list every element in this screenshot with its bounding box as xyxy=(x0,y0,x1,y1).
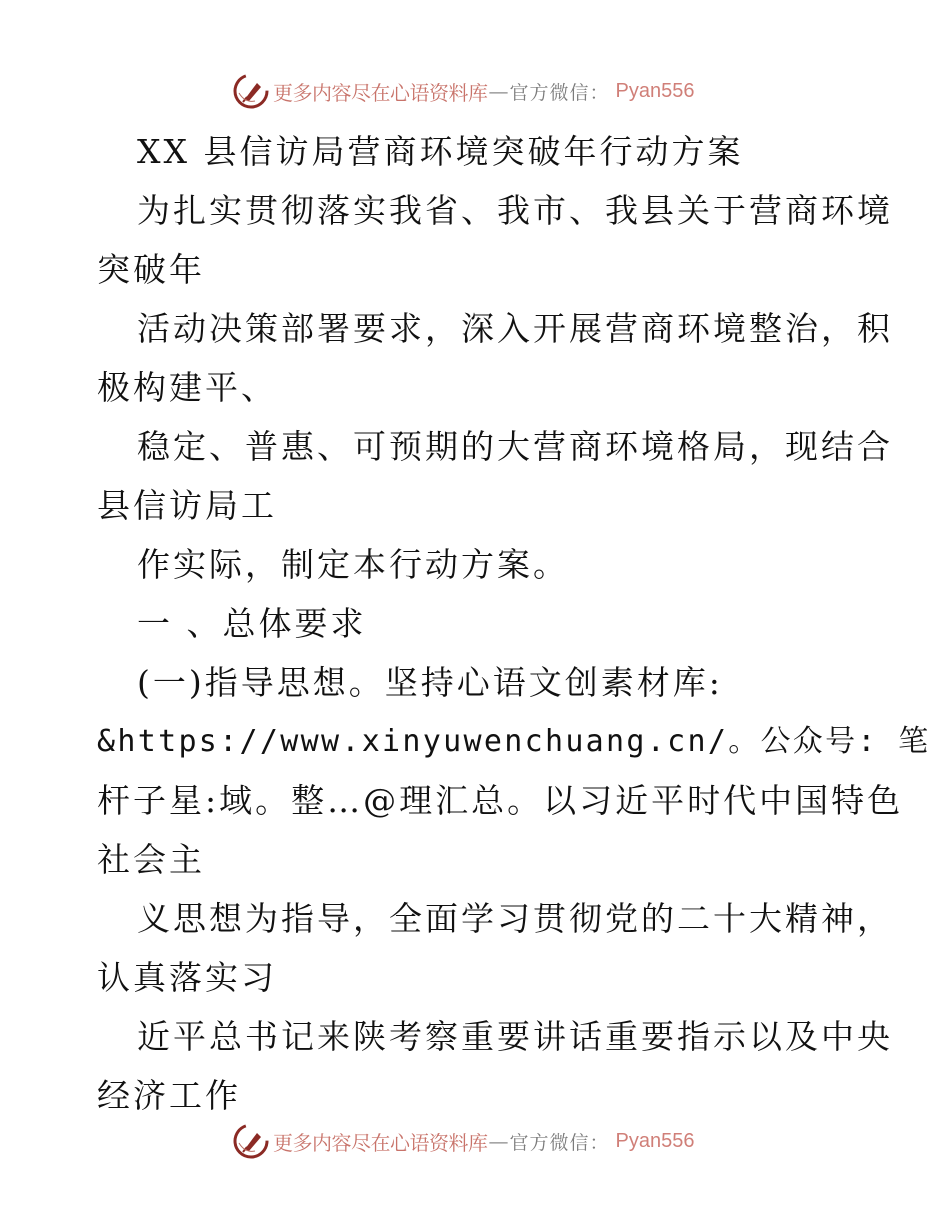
pen-nib-logo-icon xyxy=(233,1123,269,1159)
text-line: 经济工作 xyxy=(97,1076,241,1115)
text-line: 突破年 xyxy=(97,250,205,289)
banner-wechat-id: Pyan556 xyxy=(615,1129,695,1152)
text-line: 近平总书记来陕考察重要讲话重要指示以及中央 xyxy=(137,1017,893,1056)
banner-wechat-label: 官方微信： xyxy=(509,81,610,104)
banner-slogan: 更多内容尽在心语资料库 xyxy=(273,1130,488,1155)
section-heading: 一 、总体要求 xyxy=(137,604,367,643)
banner-dash: — xyxy=(488,1129,509,1153)
document-title: XX 县信访局营商环境突破年行动方案 xyxy=(137,132,744,171)
text-line: 为扎实贯彻落实我省、我市、我县关于营商环境 xyxy=(137,191,893,230)
banner-wechat-label: 官方微信： xyxy=(509,1131,610,1154)
text-line: 社会主 xyxy=(97,840,205,879)
text-line: 认真落实习 xyxy=(97,958,277,997)
banner-wechat-id: Pyan556 xyxy=(615,79,695,102)
banner-slogan: 更多内容尽在心语资料库 xyxy=(273,80,488,105)
text-line-url: &https://www.xinyuwenchuang.cn/。公众号: 笔 xyxy=(97,724,931,759)
text-line: 杆子星:域。整…@理汇总。以习近平时代中国特色 xyxy=(97,781,904,820)
text-line: 县信访局工 xyxy=(97,486,277,525)
footer-banner xyxy=(233,1121,694,1161)
text-line: 作实际，制定本行动方案。 xyxy=(137,545,569,584)
text-line: 稳定、普惠、可预期的大营商环境格局，现结合 xyxy=(137,427,893,466)
pen-nib-logo-icon xyxy=(233,73,269,109)
text-line: 义思想为指导，全面学习贯彻党的二十大精神， xyxy=(137,899,893,938)
banner-dash: — xyxy=(488,79,509,103)
header-banner xyxy=(233,71,694,111)
text-line: 活动决策部署要求，深入开展营商环境整治，积 xyxy=(137,309,893,348)
document-body xyxy=(97,122,931,1125)
subsection-heading: (一)指导思想。坚持心语文创素材库: xyxy=(137,663,723,702)
text-line: 极构建平、 xyxy=(97,368,277,407)
